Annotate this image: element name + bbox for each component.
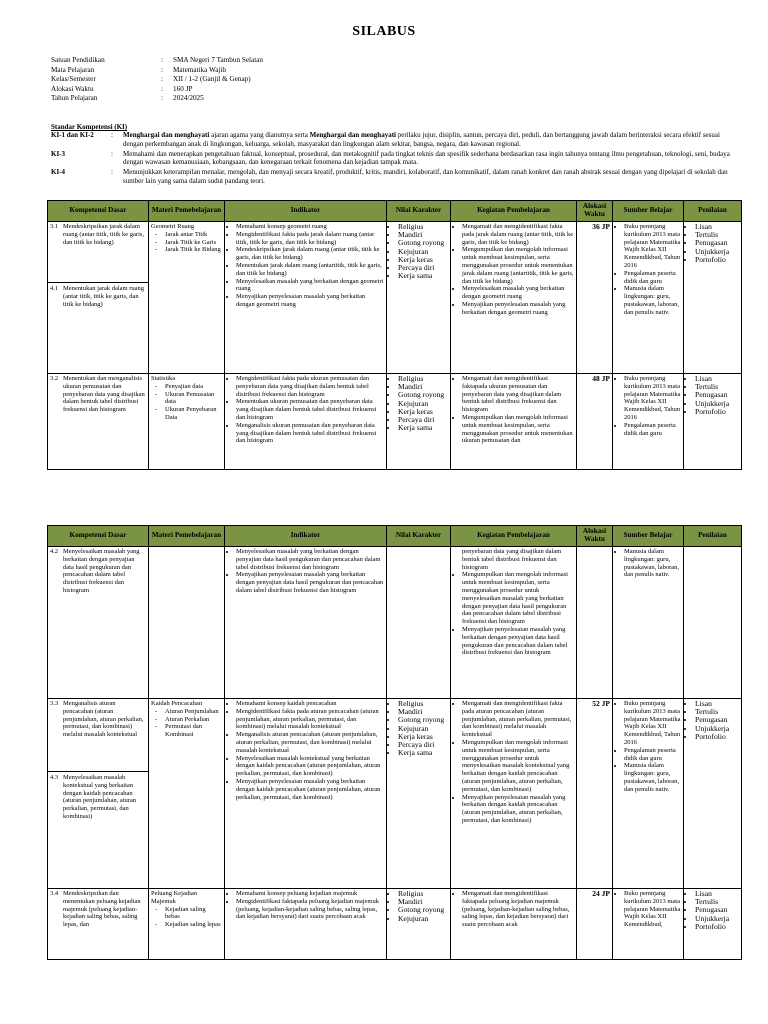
- table-header-row: [48, 526, 742, 547]
- kd-cell: 3.3 Menganalisis aturan pencacahan (aturan penjumlahan, aturan perkalian, permutasi, dan kombinasi) melalui masalah kontekstual 4.3 Menyelesaikan masalah kontekstual yang berkaitan dengan kaidah pencacahan (aturan penjumlahan, aturan perkalian, permutasi, dan kombinasi): [48, 699, 149, 889]
- identity-value: 160 JP: [173, 84, 193, 93]
- alokasi-cell: 52 JP: [577, 699, 613, 889]
- materi-cell: Peluang Kejadian Majemuk - Kejadian saling bebas - Kejadian saling lepas: [149, 889, 225, 960]
- nilai-karakter-cell: • Religius • Mandiri • Gotong royong • Kejujuran • Kerja keras • Percaya diri • Kerja sama: [387, 699, 451, 889]
- identity-value: 2024/2025: [173, 94, 204, 103]
- nilai-karakter-cell: • Religius • Mandiri • Gotong royong • Kejujuran: [387, 889, 451, 960]
- col-header: Penilaian: [684, 201, 742, 222]
- alokasi-cell: 36 JP: [577, 222, 613, 374]
- identity-value: Matematika Wajib: [173, 65, 226, 74]
- col-header: Alokasi Waktu: [577, 526, 613, 547]
- nilai-karakter-cell: • Religius • Mandiri • Gotong royong • Kejujuran • Kerja keras • Percaya diri • Kerja sama: [387, 222, 451, 374]
- indikator-cell: • Memahami konsep kaidah pencacahan • Mengidentifikasi fakta pada aturan pencacahan (aturan penjumlahan, aturan perkalian, permutasi, dan kombinasi) melalui masalah kontekstual • Menganalisis aturan pencacahan (aturan penjumlahan, aturan perkalian, permutasi, dan kombinasi) melalui masalah kontekstual • Menyelesaikan masalah kontekstual yang berkaitan dengan kaidah pencacahan (aturan penjumlahan, aturan perkalian, permutasi, dan kombinasi) • Menyajikan penyelesaian masalah yang berkaitan dengan kaidah pencacahan (aturan penjumlahan, aturan perkalian, permutasi, dan kombinasi): [225, 699, 387, 889]
- nilai-karakter-cell: [387, 547, 451, 699]
- kegiatan-cell: • Mengamati dan mengidentifikasi faktapada ukuran pemusatan dan penyebaran data yang disajikan dalam bentuk tabel distribusi frekuensi dan histogram • Mengumpulkan dan mengolah informasi untuk membuat kesimpulan, serta menggunakan prosedur untuk menentukan ukuran pemusatan dan: [451, 374, 577, 470]
- ki-key: KI-1 dan KI-2: [51, 131, 94, 140]
- sumber-cell: • Buku pemnjang kurikulum 2013 mata pelajaran Matematika Wajib Kelas XII Kemendikbud, Tahun 2016 • Pengalaman peserta didik dan guru: [613, 374, 684, 470]
- kegiatan-cell: • Mengamati dan mengidentifikasi faktapada peluang kejadian majemuk (peluang, kejadian-kejadian saling bebas, saling lepas, dan kejadian bersyarat) dari suatu percobaan acak: [451, 889, 577, 960]
- ki-row: KI-1 dan KI-2 : Menghargai dan menghayati ajaran agama yang dianutnya serta Menghargai dan menghayati perilaku jujur, disiplin, santun, percaya diri, peduli, dan bertanggung jawab dalam berinteraksi secara efektif sesuai dengan perkembangan anak di lingkungan, keluarga, sekolah, masyarakat dan lingkungan alam sekitar, bangsa, negara, dan kawasan regional.: [51, 131, 741, 148]
- materi-cell: Kaidah Pencacahan - Aturan Penjumlahan - Aturan Perkalian - Permutasi dan Kombinasi: [149, 699, 225, 889]
- indikator-cell: • Menyelesaikan masalah yang berkaitan dengan penyajian data hasil pengukuran dan pencacahan dalam tabel distribusi frekuensi dan histogram • Menyajikan penyelesaian masalah yang berkaitan dengan penyajian data hasil pengukuran dan pencacahan dalam tabel distribusi frekuensi dan histogram: [225, 547, 387, 699]
- col-header: Materi Pemebelajaran: [149, 201, 225, 222]
- ki-heading: Standar Kompetensi (KI): [51, 123, 128, 131]
- penilaian-cell: • Lisan • Tertulis • Penugasan • Unjukkerja • Portofolio: [684, 222, 742, 374]
- identity-label: Alokasi Waktu: [51, 84, 94, 93]
- alokasi-cell: [577, 547, 613, 699]
- col-header: Nilai Karakter: [387, 201, 451, 222]
- penilaian-cell: • Lisan • Tertulis • Penugasan • Unjukkerja • Portofolio: [684, 699, 742, 889]
- col-header: Sumber Belajar: [613, 201, 684, 222]
- col-header: Alokasi Waktu: [577, 201, 613, 222]
- table-row: [48, 547, 742, 699]
- identity-block: [51, 56, 263, 104]
- sumber-cell: • Buku pemnjang kurikulum 2013 mata pelajaran Matematika Wajib Kelas XII Kemendikbud, Tahun 2016 • Pengalaman peserta didik dan guru • Manusia dalam lingkungan: guru, pustakawan, laboran, dan penulis nativ.: [613, 699, 684, 889]
- indikator-cell: • Memahami konsep geometri ruang • Mengidentifikasi fakta pada jarak dalam ruang (antar titik, titik ke garis, dan titik ke bidang) • Mendeskripsikan jarak dalam ruang (antar titik, titik ke garis, dan titik ke bidang) • Menentukan jarak dalam ruang (antartitik, titik ke garis, dan titik ke bidang) • Menyelesaikan masalah yang berkaitan dengan geometri ruang • Menyajikan penyelesaian masalah yang berkaitan dengan geometri ruang: [225, 222, 387, 374]
- table-row: [48, 374, 742, 470]
- ki-row: KI-4 : Menunjukkan keterampilan menalar, mengolah, dan menyaji secara kreatif, produktif, kritis, mandiri, kolaboratif, dan komunikatif, dalam ranah konkret dan ranah abstrak sesuai dengan yang dipelajari di sekolah dan sumber lain yang sama dalam sudut pandang teori.: [51, 168, 741, 185]
- col-header: Kompetensi Dasar: [48, 201, 149, 222]
- identity-label: Kelas/Semester: [51, 75, 96, 84]
- kd-cell: 3.1 Mendeskripsikan jarak dalam ruang (antar titik, titik ke garis, dan titik ke bidang) 4.1 Menentukan jarak dalam ruang (antar titik, titik ke garis, dan titik ke bidang): [48, 222, 149, 374]
- ki-text: Memahami dan menerapkan pengetahuan faktual, konseptual, prosedural, dan metakognitif pada tingkat teknis dan spesifik sederhana berdasarkan rasa ingin tahunya tentang ilmu pengetahuan, teknologi, seni, budaya dengan wawasan kemanusiaan, kebangsaan, dan kenegaraan terkait fenomena dan kejadian tampak mata.: [123, 149, 730, 167]
- alokasi-cell: 24 JP: [577, 889, 613, 960]
- col-header: Kompetensi Dasar: [48, 526, 149, 547]
- kegiatan-cell: • Mengamati dan mengidentifikasi fakta pada jarak dalam ruang (antar titik, titik ke garis, dan titik ke bidang) • Mengumpulkan dan mengolah informasi untuk membuat kesimpulan, serta menggunakan prosedur untuk menentukan jarak dalam ruang (antartitik, titik ke garis, dan titik ke bidang) • Menyelesaikan masalah yang berkaitan dengan geometri ruang • Menyajikan penyelesaian masalah yang berkaitan dengan geometri ruang: [451, 222, 577, 374]
- kd-cell: 3.4 Mendeskripsikan dan menentukan peluang kejadian majemuk (peluang kejadian-kejadian saling bebas, saling lepas, dan: [48, 889, 149, 960]
- col-header: Indikator: [225, 201, 387, 222]
- identity-label: Tahun Pelajaran: [51, 94, 98, 103]
- ki-row: KI-3 : Memahami dan menerapkan pengetahuan faktual, konseptual, prosedural, dan metakognitif pada tingkat teknis dan spesifik sederhana berdasarkan rasa ingin tahunya tentang ilmu pengetahuan, teknologi, seni, budaya dengan wawasan kemanusiaan, kebangsaan, dan kenegaraan terkait fenomena dan kejadian tampak mata.: [51, 150, 741, 167]
- col-header: Kegiatan Pembelajaran: [451, 526, 577, 547]
- syllabus-table-1: [47, 200, 742, 470]
- materi-cell: Geometri Ruang - Jarak antar Titik - Jarak Titik ke Garis - Jarak Titik ke Bidang: [149, 222, 225, 374]
- identity-label: Mata Pelajaran: [51, 65, 95, 74]
- ki-text: Menghargai dan menghayati ajaran agama yang dianutnya serta Menghargai dan menghayati perilaku jujur, disiplin, santun, percaya diri, peduli, dan bertanggung jawab dalam berinteraksi secara efektif sesuai dengan perkembangan anak di lingkungan, keluarga, sekolah, masyarakat dan lingkungan alam sekitar, bangsa, negara, dan kawasan regional.: [123, 131, 720, 148]
- identity-row: Kelas/Semester : XII / 1-2 (Ganjil & Genap): [51, 75, 251, 84]
- col-header: Penilaian: [684, 526, 742, 547]
- col-header: Kegiatan Pembelajaran: [451, 201, 577, 222]
- kd-cell: 4.2 Menyelesaikan masalah yang berkaitan dengan penyajian data hasil pengukuran dan pencacahan dalam tabel distribusi frekuensi dan histogram: [48, 547, 149, 699]
- page-title: SILABUS: [352, 24, 416, 39]
- kegiatan-cell: • Mengamati dan mengidentifikasi fakta pada aturan pencacahan (aturan penjumlahan, aturan perkalian, permutasi, dan kombinasi) melalui masalah kontekstual • Mengumpulkan dan mengolah informasi untuk membuat kesimpulan, serta menggunakan prosedur untuk menyelesaikan masalah kontekstual yang berkaitan dengan kaidah pencacahan (aturan penjumlahan, aturan perkalian, permutasi, dan kombinasi) • Menyajikan penyelesaian masalah yang berkaitan dengan kaidah pencacahan (aturan penjumlahan, aturan perkalian, permutasi, dan kombinasi): [451, 699, 577, 889]
- table-row: [48, 222, 742, 374]
- table-row: [48, 889, 742, 960]
- syllabus-table-2: [47, 525, 742, 960]
- indikator-cell: • Memahami konsep peluang kejadian majemuk • Mengidentifikasi faktapada peluang kejadian majemuk (peluang, kejadian-kejadian saling bebas, saling lepas, dan kejadian bersyarat) dari suatu percobaan acak: [225, 889, 387, 960]
- col-header: Materi Pemebelajaran: [149, 526, 225, 547]
- alokasi-cell: 48 JP: [577, 374, 613, 470]
- sumber-cell: • Buku pemnjang kurikulum 2013 mata pelajaran Matematika Wajib Kelas XII Kemendikbud,: [613, 889, 684, 960]
- penilaian-cell: • Lisan • Tertulis • Penugasan • Unjukkerja • Portofolio: [684, 889, 742, 960]
- col-header: Sumber Belajar: [613, 526, 684, 547]
- indikator-cell: • Mengidentifikasi fakta pada ukuran pemusatan dan penyebaran data yang disajikan dalam bentuk tabel distribusi frekuensi dan histogram • Menentukan ukuran pemusatan dan penyebaran data yang disajikan dalam bentuk tabel distribusi frekuensi dan histogram • Menganalisis ukuran pemusatan dan penyebaran data yang disajikan dalam bentuk tabel distribusi frekuensi dan histogram: [225, 374, 387, 470]
- sumber-cell: • Buku pemnjang kurikulum 2013 mata pelajaran Matematika Wajib Kelas XII Kemendikbud, Tahun 2016 • Pengalaman peserta didik dan guru • Manusia dalam lingkungan: guru, pustakawan, laboran, dan penulis nativ.: [613, 222, 684, 374]
- materi-cell: [149, 547, 225, 699]
- ki-key: KI-4: [51, 168, 65, 177]
- kd-cell: 3.2 Menentukan dan menganalisis ukuran pemusatan dan penyebaran data yang disajikan dalam bentuk tabel distribusi frekuensi dan histogram: [48, 374, 149, 470]
- sumber-cell: • Manusia dalam lingkungan: guru, pustakawan, laboran, dan penulis nativ.: [613, 547, 684, 699]
- identity-label: Satuan Pendidikan: [51, 56, 105, 64]
- identity-value: XII / 1-2 (Ganjil & Genap): [173, 75, 251, 84]
- penilaian-cell: • Lisan • Tertulis • Penugasan • Unjukkerja • Portofolio: [684, 374, 742, 470]
- identity-row: Mata Pelajaran : Matematika Wajib: [51, 65, 226, 74]
- core-competency-block: [51, 123, 741, 187]
- identity-value: SMA Negeri 7 Tambun Selatan: [173, 56, 263, 64]
- col-header: Indikator: [225, 526, 387, 547]
- table-row: [48, 699, 742, 889]
- identity-row: Tahun Pelajaran : 2024/2025: [51, 94, 204, 103]
- penilaian-cell: [684, 547, 742, 699]
- ki-text: Menunjukkan keterampilan menalar, mengolah, dan menyaji secara kreatif, produktif, kritis, mandiri, kolaboratif, dan komunikatif, dalam ranah konkret dan ranah abstrak sesuai dengan yang dipelajari di sekolah dan sumber lain yang sama dalam sudut pandang teori.: [123, 168, 728, 185]
- identity-row: Satuan Pendidikan : SMA Negeri 7 Tambun Selatan: [51, 56, 263, 64]
- identity-row: Alokasi Waktu : 160 JP: [51, 84, 193, 93]
- ki-key: KI-3: [51, 149, 65, 158]
- table-header-row: [48, 201, 742, 222]
- nilai-karakter-cell: • Religius • Mandiri • Gotong royong • Kejujuran • Kerja keras • Percaya diri • Kerja sama: [387, 374, 451, 470]
- kegiatan-cell: penyebaran data yang disajikan dalam bentuk tabel distribusi frekuensi dan histogram • Mengumpulkan dan mengolah informasi untuk membuat kesimpulan, serta menggunakan prosedur untuk menyelesaikan masalah yang berkaitan dengan penyajian data hasil pengukuran dan pencacahan dalam tabel distribusi frekuensi dan histogram • Menyajikan penyelesaian masalah yang berkaitan dengan penyajian data hasil pengukuran dan pencacahan dalam tabel distribusi frekuensi dan histogram: [451, 547, 577, 699]
- col-header: Nilai Karakter: [387, 526, 451, 547]
- materi-cell: Statistika - Penyajian data - Ukuran Pemusatan data - Ukuran Penyebaran Data: [149, 374, 225, 470]
